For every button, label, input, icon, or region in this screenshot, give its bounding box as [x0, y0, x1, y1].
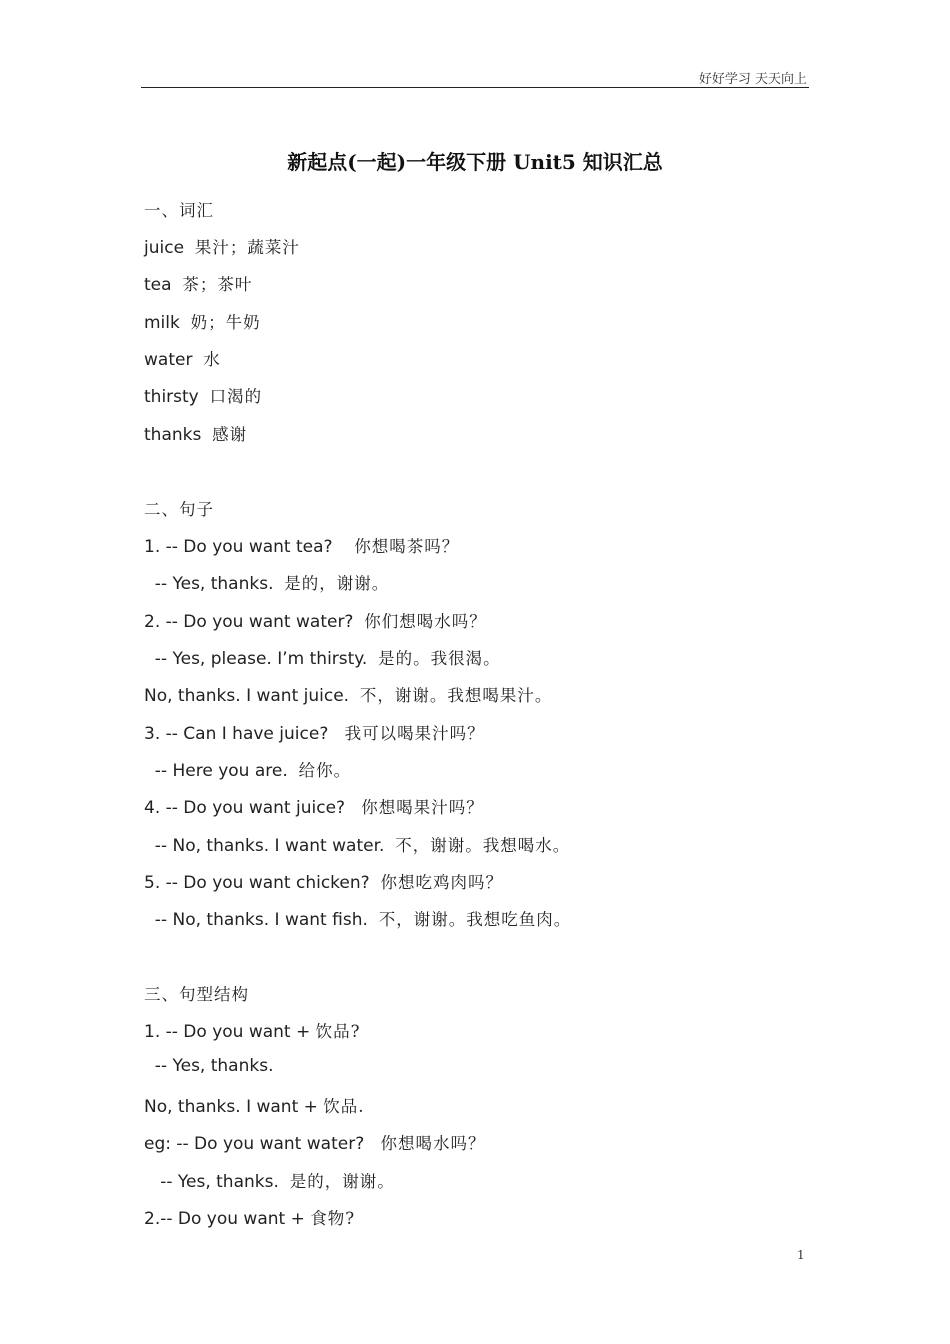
section-heading-sentences: 二、句子 [144, 500, 214, 519]
sentence-chinese: 是的。我很渴。 [378, 649, 501, 668]
vocab-item [144, 421, 247, 445]
sentence-english: -- No, thanks. I want fish. [144, 910, 368, 930]
sentence-chinese: 我可以喝果汁吗？ [344, 724, 485, 743]
sentence-line [144, 682, 552, 706]
structure-english: 2.-- Do you want + [144, 1209, 311, 1229]
structure-english: -- Yes, thanks. [144, 1056, 274, 1076]
sentence-line [144, 869, 503, 893]
sentence-english: No, thanks. I want juice. [144, 686, 350, 706]
sentence-english: -- No, thanks. I want water. [144, 836, 385, 856]
vocab-item [144, 346, 221, 370]
vocab-meaning: 茶；茶叶 [182, 275, 253, 294]
sentence-english: 2. -- Do you want water? [144, 612, 354, 632]
section-heading-vocab: 一、词汇 [144, 201, 214, 220]
sentence-english: 1. -- Do you want tea? [144, 537, 333, 557]
sentence-line [144, 645, 501, 669]
sentence-english: 3. -- Can I have juice? [144, 724, 329, 744]
structure-english: -- Yes, thanks. [144, 1172, 279, 1192]
sentence-english: -- Here you are. [144, 761, 288, 781]
vocab-item [144, 234, 300, 258]
sentence-chinese: 不，谢谢。我想喝果汁。 [359, 686, 553, 705]
sentence-line [144, 794, 484, 818]
vocab-item [144, 383, 262, 407]
sentence-english: -- Yes, please. I’m thirsty. [144, 649, 368, 669]
vocab-meaning: 果汁；蔬菜汁 [194, 238, 300, 257]
structure-chinese: 饮品? [315, 1022, 361, 1041]
structure-english: 1. -- Do you want + [144, 1022, 316, 1042]
sentence-line [144, 570, 389, 594]
vocab-word: water [144, 350, 193, 370]
vocab-word: milk [144, 313, 180, 333]
structure-line [144, 1168, 395, 1192]
structure-english: eg: -- Do you want water? [144, 1134, 365, 1154]
sentence-line [144, 906, 571, 930]
header-motto: 好好学习 天天向上 [698, 72, 807, 87]
sentence-english: 4. -- Do you want juice? [144, 798, 346, 818]
sentence-english: 5. -- Do you want chicken? [144, 873, 370, 893]
structure-line [144, 1093, 365, 1117]
vocab-meaning: 水 [203, 350, 221, 369]
structure-line [144, 1018, 361, 1042]
sentence-chinese: 是的，谢谢。 [284, 574, 390, 593]
sentence-chinese: 你想喝果汁吗？ [361, 798, 484, 817]
sentence-chinese: 给你。 [298, 761, 352, 780]
vocab-item [144, 309, 261, 333]
structure-line [144, 1130, 485, 1154]
sentence-line [144, 757, 351, 781]
vocab-item [144, 271, 252, 295]
sentence-line [144, 533, 459, 557]
vocab-meaning: 口渴的 [209, 387, 263, 406]
structure-line [144, 1056, 273, 1076]
sentence-chinese: 你想吃鸡肉吗？ [380, 873, 503, 892]
sentence-chinese: 你们想喝水吗？ [364, 612, 487, 631]
sentence-chinese: 不，谢谢。我想吃鱼肉。 [378, 910, 572, 929]
structure-chinese: 饮品. [323, 1097, 365, 1116]
sentence-line [144, 608, 487, 632]
vocab-word: tea [144, 275, 172, 295]
vocab-word: juice [144, 238, 185, 258]
document-title: 新起点(一起)一年级下册 Unit5 知识汇总 [287, 150, 663, 174]
header-divider [141, 87, 809, 88]
vocab-meaning: 感谢 [212, 425, 248, 444]
sentence-english: -- Yes, thanks. [144, 574, 274, 594]
sentence-chinese: 你想喝茶吗？ [354, 537, 460, 556]
sentence-line [144, 720, 485, 744]
structure-chinese: 你想喝水吗？ [380, 1134, 486, 1153]
page-number: 1 [797, 1248, 805, 1262]
structure-english: No, thanks. I want + [144, 1097, 324, 1117]
structure-chinese: 是的，谢谢。 [289, 1172, 395, 1191]
sentence-line [144, 832, 570, 856]
structure-chinese: 食物? [310, 1209, 356, 1228]
structure-line [144, 1205, 355, 1229]
vocab-word: thanks [144, 425, 202, 445]
sentence-chinese: 不，谢谢。我想喝水。 [395, 836, 571, 855]
section-heading-structures: 三、句型结构 [144, 985, 249, 1004]
vocab-meaning: 奶；牛奶 [190, 313, 261, 332]
vocab-word: thirsty [144, 387, 199, 407]
